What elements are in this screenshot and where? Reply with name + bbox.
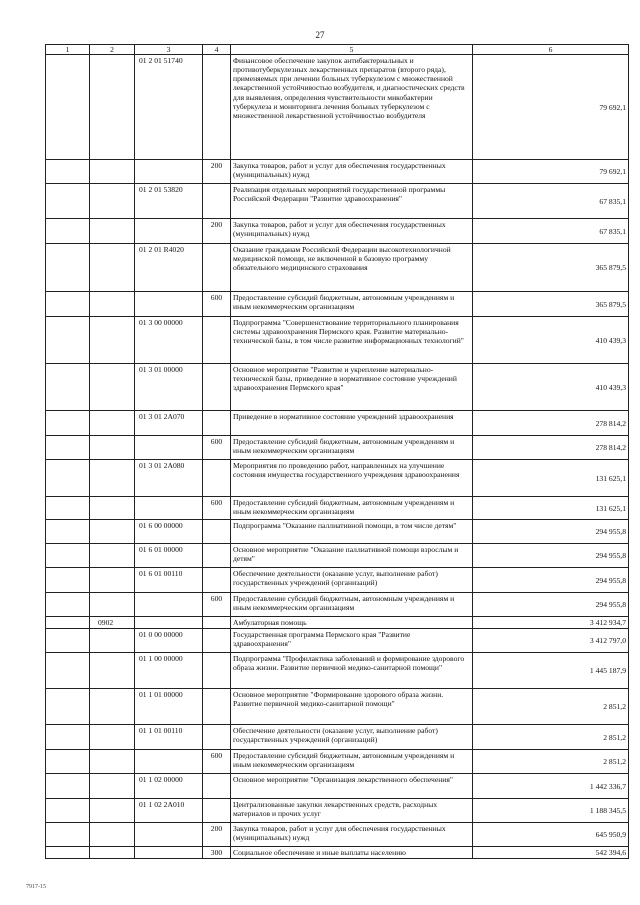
column-header: 3	[135, 45, 203, 55]
cell-c2	[90, 497, 135, 520]
cell-c2	[90, 317, 135, 364]
cell-c4: 200	[203, 823, 231, 847]
cell-c2	[90, 364, 135, 411]
table-row	[46, 244, 629, 292]
cell-c2	[90, 847, 135, 859]
cell-col1	[46, 364, 90, 411]
table-row	[46, 520, 629, 544]
cell-c2: 0902	[90, 617, 135, 629]
cell-c4	[203, 520, 231, 544]
cell-c5: Государственная программа Пермского края "Развитие здравоохранения"	[231, 629, 473, 653]
table-row	[46, 160, 629, 184]
cell-c2	[90, 411, 135, 436]
cell-col1	[46, 55, 90, 160]
cell-col1	[46, 184, 90, 219]
cell-c3: 01 1 02 00000	[135, 774, 203, 799]
cell-c2	[90, 568, 135, 593]
cell-c4	[203, 364, 231, 411]
cell-c5: Предоставление субсидий бюджетным, автономным учреждениям и иным некоммерческим организациям	[231, 750, 473, 774]
cell-col1	[46, 317, 90, 364]
cell-c5: Амбулаторная помощь	[231, 617, 473, 629]
cell-c5: Предоставление субсидий бюджетным, автономным учреждениям и иным некоммерческим организациям	[231, 292, 473, 317]
header-row	[46, 45, 629, 55]
cell-c3	[135, 160, 203, 184]
cell-c5: Предоставление субсидий бюджетным, автономным учреждениям и иным некоммерческим организациям	[231, 436, 473, 460]
cell-col1	[46, 653, 90, 689]
cell-c3: 01 0 00 00000	[135, 629, 203, 653]
cell-col1	[46, 160, 90, 184]
cell-col1	[46, 823, 90, 847]
cell-col1	[46, 292, 90, 317]
table-row	[46, 292, 629, 317]
cell-c4: 600	[203, 436, 231, 460]
cell-c3: 01 3 01 2А080	[135, 460, 203, 497]
table-row	[46, 460, 629, 497]
cell-col1	[46, 847, 90, 859]
cell-c3: 01 1 01 00000	[135, 689, 203, 725]
cell-c4: 600	[203, 593, 231, 617]
cell-c3	[135, 436, 203, 460]
cell-col1	[46, 689, 90, 725]
table-row	[46, 799, 629, 823]
cell-col1	[46, 593, 90, 617]
cell-col1	[46, 544, 90, 568]
cell-c3	[135, 497, 203, 520]
cell-c5: Обеспечение деятельности (оказание услуг, выполнение работ) государственных учреждений (организаций)	[231, 568, 473, 593]
cell-c3: 01 2 01 51740	[135, 55, 203, 160]
cell-col1	[46, 750, 90, 774]
cell-c5: Основное мероприятие "Формирование здорового образа жизни. Развитие первичной медико-санитарной помощи"	[231, 689, 473, 725]
table-row	[46, 436, 629, 460]
cell-c2	[90, 184, 135, 219]
cell-c6: 294 955,8	[473, 593, 629, 617]
cell-c2	[90, 725, 135, 750]
column-header: 4	[203, 45, 231, 55]
cell-c6: 3 412 797,0	[473, 629, 629, 653]
cell-c4	[203, 460, 231, 497]
footer-code: 7917-15	[26, 884, 46, 890]
table-row	[46, 653, 629, 689]
cell-c3	[135, 617, 203, 629]
cell-c4: 200	[203, 160, 231, 184]
cell-c6: 2 851,2	[473, 725, 629, 750]
cell-c6: 1 188 345,5	[473, 799, 629, 823]
table-row	[46, 568, 629, 593]
cell-c3: 01 1 01 00110	[135, 725, 203, 750]
cell-c5: Приведение в нормативное состояние учреждений здравоохранения	[231, 411, 473, 436]
cell-c2	[90, 544, 135, 568]
table-row	[46, 544, 629, 568]
cell-c6: 278 814,2	[473, 436, 629, 460]
cell-c3: 01 1 02 2А010	[135, 799, 203, 823]
cell-c2	[90, 689, 135, 725]
cell-col1	[46, 725, 90, 750]
table-row	[46, 317, 629, 364]
cell-c5: Основное мероприятие "Организация лекарственного обеспечения"	[231, 774, 473, 799]
cell-c3	[135, 593, 203, 617]
table-row	[46, 847, 629, 859]
cell-c4	[203, 244, 231, 292]
cell-c2	[90, 799, 135, 823]
cell-c3: 01 2 01 R4020	[135, 244, 203, 292]
cell-c5: Основное мероприятие "Развитие и укрепление материально-технической базы, приведение в нормативное состояние учреждений здравоохранения Пермского края"	[231, 364, 473, 411]
cell-c5: Мероприятия по проведению работ, направленных на улучшение состояния имущества государственного учреждения здравоохранения	[231, 460, 473, 497]
cell-col1	[46, 411, 90, 436]
cell-col1	[46, 629, 90, 653]
cell-c5: Оказание гражданам Российской Федерации высокотехнологичной медицинской помощи, не включенной в базовую программу обязательного медицинского страхования	[231, 244, 473, 292]
cell-c6: 79 692,1	[473, 55, 629, 160]
cell-c4: 600	[203, 750, 231, 774]
cell-c5: Предоставление субсидий бюджетным, автономным учреждениям и иным некоммерческим организациям	[231, 497, 473, 520]
cell-col1	[46, 799, 90, 823]
cell-c5: Финансовое обеспечение закупок антибактериальных и противотуберкулезных лекарственных препаратов (второго ряда), применяемых при лечении больных туберкулезом с множественной лекарственной устойчивостью возбудителя, и диагностических средств для выявления, определения чувствительности микобактерии туберкулеза и мониторинга лечения больных туберкулезом с множественной лекарственной устойчивостью возбудителя	[231, 55, 473, 160]
cell-c6: 131 625,1	[473, 460, 629, 497]
table-row	[46, 750, 629, 774]
cell-c2	[90, 460, 135, 497]
cell-col1	[46, 244, 90, 292]
column-header: 5	[231, 45, 473, 55]
cell-c6: 365 879,5	[473, 244, 629, 292]
cell-c6: 1 445 187,9	[473, 653, 629, 689]
cell-c2	[90, 629, 135, 653]
table-row	[46, 629, 629, 653]
cell-c3: 01 6 01 00110	[135, 568, 203, 593]
cell-c4	[203, 799, 231, 823]
cell-c4: 300	[203, 847, 231, 859]
cell-col1	[46, 219, 90, 244]
cell-c6: 2 851,2	[473, 689, 629, 725]
table-row	[46, 823, 629, 847]
table-row	[46, 55, 629, 160]
table-row	[46, 617, 629, 629]
cell-c3	[135, 823, 203, 847]
cell-c5: Закупка товаров, работ и услуг для обеспечения государственных (муниципальных) нужд	[231, 160, 473, 184]
cell-c6: 410 439,3	[473, 317, 629, 364]
cell-c2	[90, 244, 135, 292]
cell-c6: 278 814,2	[473, 411, 629, 436]
cell-c5: Основное мероприятие "Оказание паллиативной помощи взрослым и детям"	[231, 544, 473, 568]
cell-c3	[135, 292, 203, 317]
column-header: 6	[473, 45, 629, 55]
cell-col1	[46, 774, 90, 799]
cell-c4	[203, 653, 231, 689]
cell-c6: 67 835,1	[473, 219, 629, 244]
cell-c6: 645 950,9	[473, 823, 629, 847]
column-header: 1	[46, 45, 90, 55]
cell-c2	[90, 436, 135, 460]
cell-c3: 01 6 01 00000	[135, 544, 203, 568]
cell-col1	[46, 520, 90, 544]
cell-c2	[90, 593, 135, 617]
cell-c6: 294 955,8	[473, 520, 629, 544]
cell-c4	[203, 725, 231, 750]
column-header: 2	[90, 45, 135, 55]
table-row	[46, 219, 629, 244]
cell-c3	[135, 219, 203, 244]
cell-c6: 542 394,6	[473, 847, 629, 859]
cell-c4	[203, 774, 231, 799]
cell-c2	[90, 774, 135, 799]
cell-c6: 410 439,3	[473, 364, 629, 411]
cell-c4	[203, 55, 231, 160]
cell-c4	[203, 544, 231, 568]
cell-c5: Реализация отдельных мероприятий государственной программы Российской Федерации "Развитие здравоохранения"	[231, 184, 473, 219]
cell-c5: Централизованные закупки лекарственных средств, расходных материалов и прочих услуг	[231, 799, 473, 823]
cell-c5: Закупка товаров, работ и услуг для обеспечения государственных (муниципальных) нужд	[231, 823, 473, 847]
cell-col1	[46, 460, 90, 497]
cell-c3: 01 1 00 00000	[135, 653, 203, 689]
cell-c4	[203, 184, 231, 219]
cell-c3: 01 2 01 53820	[135, 184, 203, 219]
cell-c2	[90, 292, 135, 317]
cell-c2	[90, 750, 135, 774]
cell-col1	[46, 497, 90, 520]
cell-c5: Обеспечение деятельности (оказание услуг, выполнение работ) государственных учреждений (организаций)	[231, 725, 473, 750]
table-row	[46, 774, 629, 799]
budget-table	[45, 44, 629, 859]
cell-c4: 600	[203, 292, 231, 317]
table-row	[46, 497, 629, 520]
cell-c2	[90, 653, 135, 689]
cell-c4	[203, 317, 231, 364]
cell-c6: 294 955,8	[473, 544, 629, 568]
cell-c6: 294 955,8	[473, 568, 629, 593]
cell-c5: Подпрограмма "Оказание паллиативной помощи, в том числе детям"	[231, 520, 473, 544]
cell-c2	[90, 219, 135, 244]
cell-c5: Подпрограмма "Совершенствование территориального планирования системы здравоохранения Пермского края. Развитие материально-технической базы, в том числе развитие информационных технологий"	[231, 317, 473, 364]
table-row	[46, 364, 629, 411]
page-number: 27	[315, 30, 325, 40]
table-row	[46, 593, 629, 617]
cell-c6: 3 412 934,7	[473, 617, 629, 629]
cell-c6: 131 625,1	[473, 497, 629, 520]
cell-c4	[203, 568, 231, 593]
cell-c4	[203, 689, 231, 725]
cell-col1	[46, 436, 90, 460]
table-row	[46, 184, 629, 219]
cell-c4: 600	[203, 497, 231, 520]
cell-c6: 1 442 336,7	[473, 774, 629, 799]
cell-c6: 365 879,5	[473, 292, 629, 317]
cell-c4	[203, 411, 231, 436]
cell-c5: Социальное обеспечение и иные выплаты населению	[231, 847, 473, 859]
cell-c2	[90, 823, 135, 847]
cell-c6: 67 835,1	[473, 184, 629, 219]
cell-c2	[90, 55, 135, 160]
cell-c3: 01 3 01 2А070	[135, 411, 203, 436]
table-row	[46, 411, 629, 436]
cell-c4: 200	[203, 219, 231, 244]
cell-c6: 79 692,1	[473, 160, 629, 184]
cell-c3	[135, 750, 203, 774]
cell-c6: 2 851,2	[473, 750, 629, 774]
cell-c5: Подпрограмма "Профилактика заболеваний и формирование здорового образа жизни. Развитие первичной медико-санитарной помощи"	[231, 653, 473, 689]
cell-c3: 01 3 01 00000	[135, 364, 203, 411]
cell-c3: 01 3 00 00000	[135, 317, 203, 364]
cell-c2	[90, 160, 135, 184]
cell-c3	[135, 847, 203, 859]
cell-c3: 01 6 00 00000	[135, 520, 203, 544]
table-row	[46, 689, 629, 725]
cell-col1	[46, 568, 90, 593]
cell-c5: Закупка товаров, работ и услуг для обеспечения государственных (муниципальных) нужд	[231, 219, 473, 244]
cell-c4	[203, 617, 231, 629]
cell-c4	[203, 629, 231, 653]
cell-c5: Предоставление субсидий бюджетным, автономным учреждениям и иным некоммерческим организациям	[231, 593, 473, 617]
cell-c2	[90, 520, 135, 544]
table-row	[46, 725, 629, 750]
cell-col1	[46, 617, 90, 629]
